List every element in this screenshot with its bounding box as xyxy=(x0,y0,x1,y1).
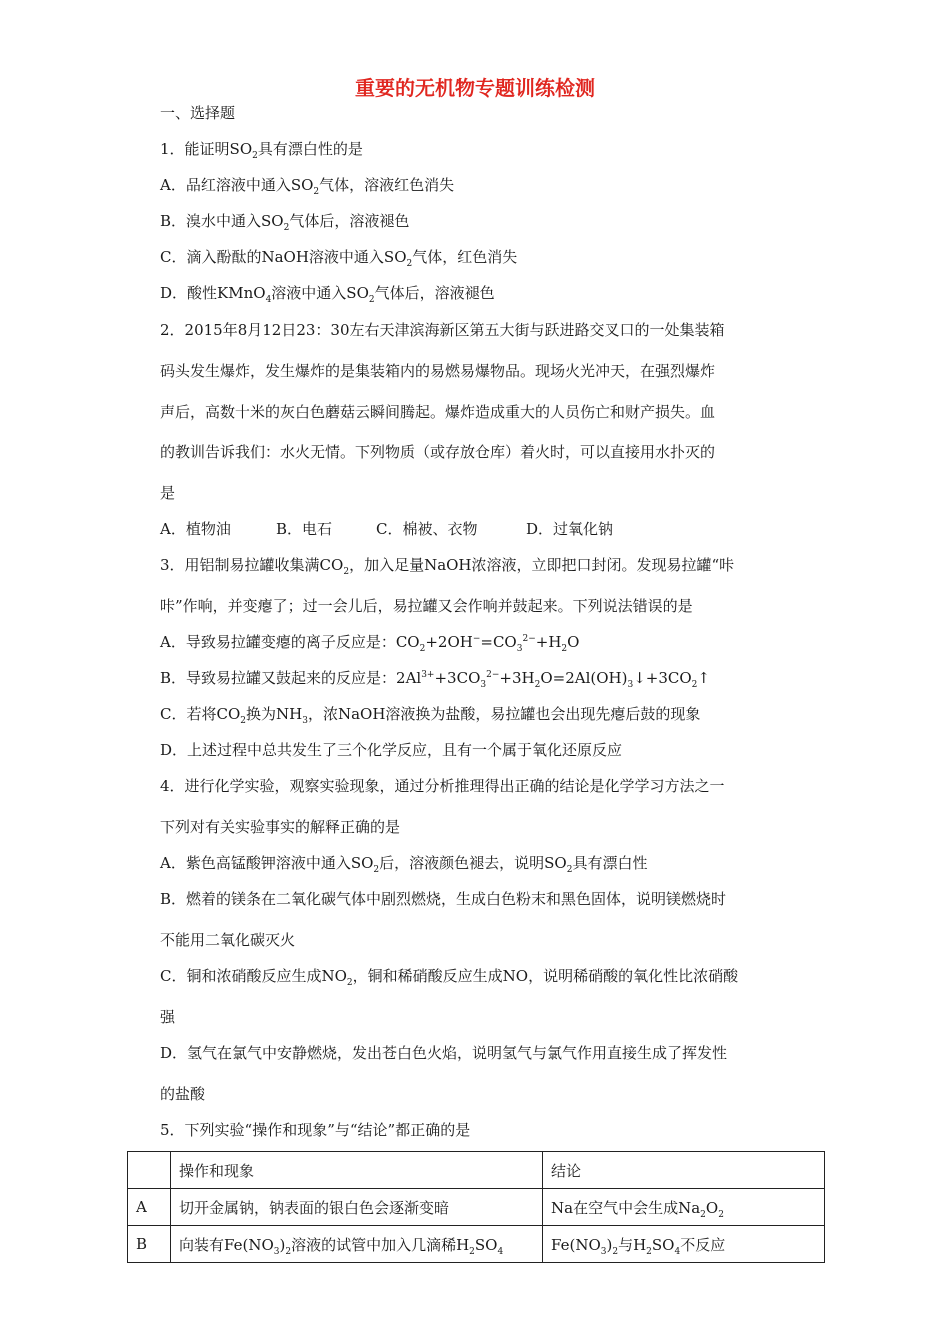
question-5-table xyxy=(127,1151,825,1263)
table-row-label: A xyxy=(128,1189,171,1226)
question-3-line: 咔”作响，并变瘪了；过一会儿后，易拉罐又会作响并鼓起来。下列说法错误的是 xyxy=(160,597,693,615)
question-4-line: 下列对有关实验事实的解释正确的是 xyxy=(160,818,401,836)
question-3-option-b: B．导致易拉罐又鼓起来的反应是：$2Al^{3+}+3CO_3^{2-}+3H_2O=2Al(OH)_3↓+3CO_2↑$ xyxy=(160,669,710,690)
question-1-option-a: A．品红溶液中通入$SO_2$气体，溶液红色消失 xyxy=(160,176,455,197)
question-3-option-a: A．导致易拉罐变瘪的离子反应是：$CO_2+2OH^-=CO_3^{2-}+H_2O$ xyxy=(160,633,580,654)
question-1-option-c: C．滴入酚酞的NaOH溶液中通入$SO_2$气体，红色消失 xyxy=(160,248,518,269)
table-cell-conclusion: Na在空气中会生成$Na_2O_2$ xyxy=(543,1189,825,1226)
table-cell-operation: 向装有$Fe(NO_3)_2$溶液的试管中加入几滴稀$H_2SO_4$ xyxy=(171,1226,543,1263)
question-2-line: 2．2015年8月12日23：30左右天津滨海新区第五大街与跃进路交叉口的一处集装箱 xyxy=(160,321,725,339)
table-header-cell: 结论 xyxy=(543,1152,825,1189)
question-2-line: 的教训告诉我们：水火无情。下列物质（或存放仓库）着火时，可以直接用水扑灭的 xyxy=(160,443,716,461)
question-2-option-a: A．植物油 xyxy=(160,520,231,538)
question-4-option-d: D．氢气在氯气中安静燃烧，发出苍白色火焰，说明氢气与氯气作用直接生成了挥发性 xyxy=(160,1044,728,1062)
table-header-row xyxy=(128,1152,825,1189)
question-1-option-d: D．酸性KMnO$_4$溶液中通入$SO_2$气体后，溶液褪色 xyxy=(160,284,495,305)
question-4-option-c-cont: 强 xyxy=(160,1008,176,1026)
question-4-option-c: C．铜和浓硝酸反应生成$NO_2$，铜和稀硝酸反应生成NO，说明稀硝酸的氧化性比浓硝酸 xyxy=(160,967,739,988)
page-title: 重要的无机物专题训练检测 xyxy=(355,76,595,100)
question-3-line: 3．用铝制易拉罐收集满$CO_2$，加入足量NaOH浓溶液，立即把口封闭。发现易拉罐“咔 xyxy=(160,556,735,577)
table-cell-conclusion: $Fe(NO_3)_2$与$H_2SO_4$不反应 xyxy=(543,1226,825,1263)
question-2-options xyxy=(160,519,613,539)
table-cell-operation: 切开金属钠，钠表面的银白色会逐渐变暗 xyxy=(171,1189,543,1226)
question-2-option-d: D．过氧化钠 xyxy=(526,520,614,538)
question-3-option-c: C．若将$CO_2$换为$NH_3$，浓NaOH溶液换为盐酸，易拉罐也会出现先瘪后鼓的现象 xyxy=(160,705,701,726)
table-header-cell: 操作和现象 xyxy=(171,1152,543,1189)
table-row xyxy=(128,1226,825,1263)
question-4-option-a: A．紫色高锰酸钾溶液中通入$SO_2$后，溶液颜色褪去，说明$SO_2$具有漂白性 xyxy=(160,854,648,875)
table-header-cell xyxy=(128,1152,171,1189)
question-1-option-b: B．溴水中通入$SO_2$气体后，溶液褪色 xyxy=(160,212,410,233)
question-2-line: 声后，高数十米的灰白色蘑菇云瞬间腾起。爆炸造成重大的人员伤亡和财产损失。血 xyxy=(160,403,716,421)
table-row xyxy=(128,1189,825,1226)
question-3-option-d: D．上述过程中总共发生了三个化学反应，且有一个属于氧化还原反应 xyxy=(160,741,623,759)
question-2-option-c: C．棉被、衣物 xyxy=(376,520,478,538)
question-4-option-d-cont: 的盐酸 xyxy=(160,1085,206,1103)
question-4-line: 4．进行化学实验，观察实验现象，通过分析推理得出正确的结论是化学学习方法之一 xyxy=(160,777,725,795)
question-5-stem: 5．下列实验“操作和现象”与“结论”都正确的是 xyxy=(160,1121,471,1139)
question-2-line: 码头发生爆炸，发生爆炸的是集装箱内的易燃易爆物品。现场火光冲天，在强烈爆炸 xyxy=(160,362,716,380)
section-heading: 一、选择题 xyxy=(160,104,236,122)
question-2-option-b: B．电石 xyxy=(276,520,333,538)
question-4-option-b-cont: 不能用二氧化碳灭火 xyxy=(160,931,296,949)
question-4-option-b: B．燃着的镁条在二氧化碳气体中剧烈燃烧，生成白色粉末和黑色固体，说明镁燃烧时 xyxy=(160,890,727,908)
question-1-stem: 1．能证明$SO_2$具有漂白性的是 xyxy=(160,140,363,161)
question-2-line: 是 xyxy=(160,484,176,502)
table-row-label: B xyxy=(128,1226,171,1263)
